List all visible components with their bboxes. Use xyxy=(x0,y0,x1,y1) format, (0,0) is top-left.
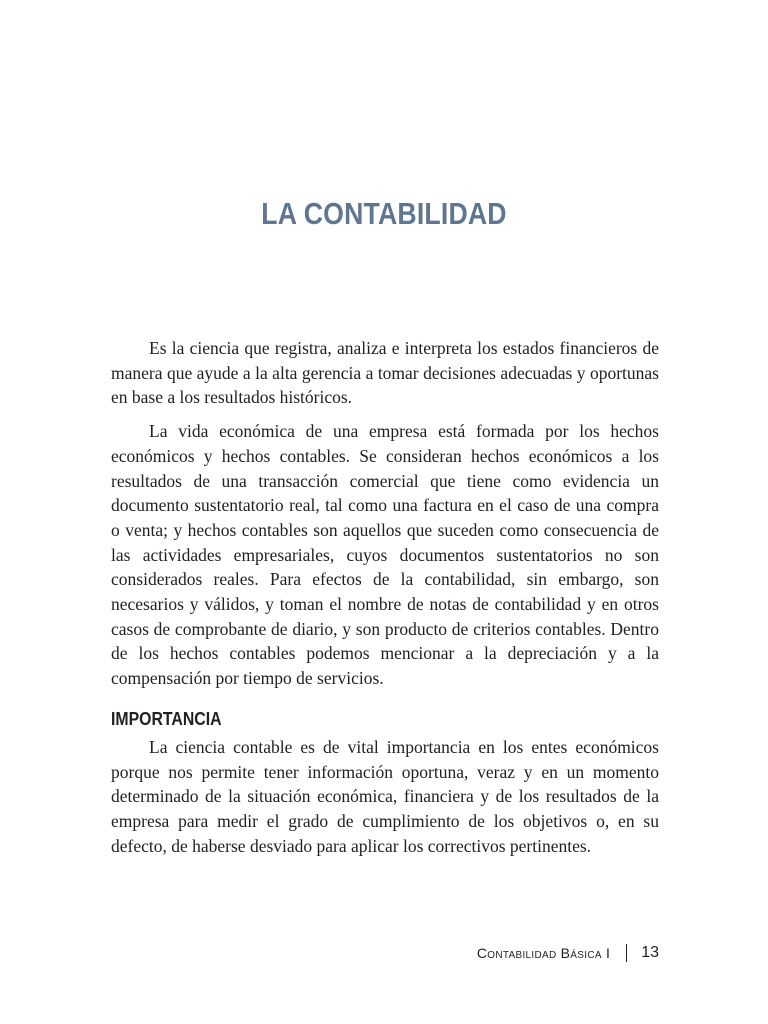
page-title: LA CONTABILIDAD xyxy=(261,196,507,231)
section-heading-importancia: IMPORTANCIA xyxy=(111,708,222,729)
main-content xyxy=(111,336,659,867)
intro-paragraph-economic-life: La vida económica de una empresa está formada por los hechos económicos y hechos contables. Se consideran hechos económicos a los resultados de una transacción comercial que tiene como evidencia un documento sustentatorio real, tal como una factura en el caso de una compra o venta; y hechos contables son aquellos que suceden como consecuencia de las actividades empresariales, cuyos documentos sustentatorios no son considerados reales. Para efectos de la contabilidad, sin embargo, son necesarios y válidos, y toman el nombre de notas de contabilidad y en otros casos de comprobante de diario, y son producto de criterios contables. Dentro de los hechos contables podemos mencionar a la depreciación y a la compensación por tiempo de servicios. xyxy=(111,421,659,689)
footer-divider xyxy=(626,944,627,962)
section-paragraph-importancia: La ciencia contable es de vital importancia en los entes económicos porque nos permite tener información oportuna, veraz y en un momento determinado de la situación económica, financiera y de los resultados de la empresa para medir el grado de cumplimiento de los objetivos o, en su defecto, de haberse desviado para aplicar los correctivos pertinentes. xyxy=(111,736,659,856)
intro-paragraph-definition: Es la ciencia que registra, analiza e interpreta los estados financieros de manera que ayude a la alta gerencia a tomar decisiones adecuadas y oportunas en base a los resultados históricos. xyxy=(111,338,659,408)
footer-book-title: Contabilidad Básica I xyxy=(476,945,611,961)
page-number: 13 xyxy=(641,944,659,961)
page-footer xyxy=(477,944,659,962)
